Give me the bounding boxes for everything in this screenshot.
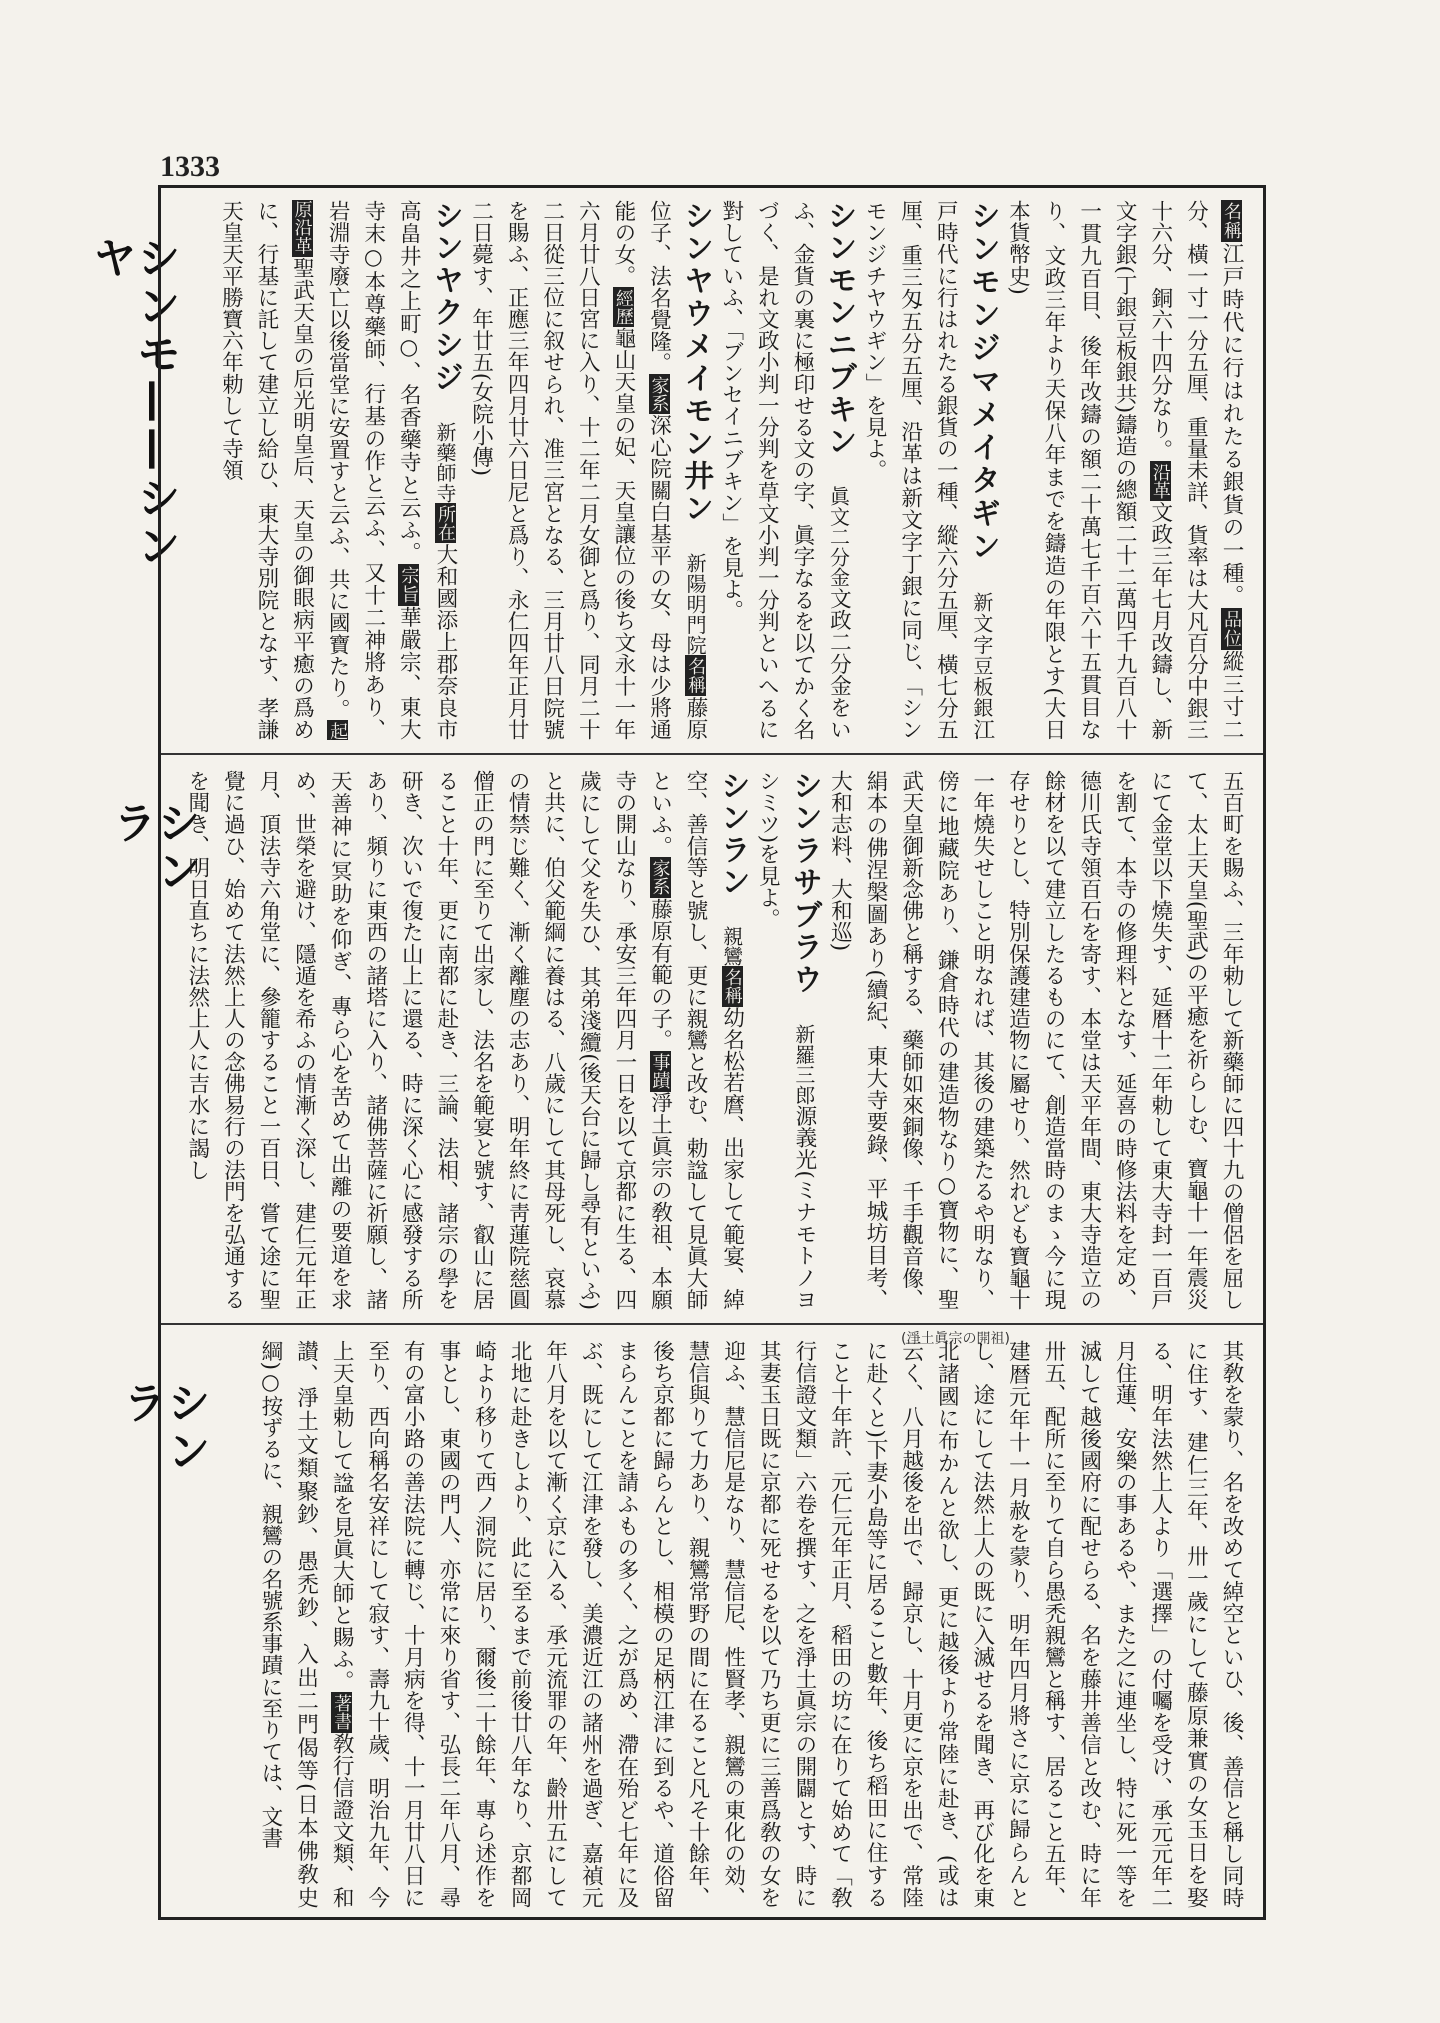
entry-text: 文政三年七月改鑄し、新文字銀(丁銀豆板銀共)鑄造の總額二十二萬四千九百八十一貫九百目、後年改鑄の額二十萬七千百六十五貫目なり、文政三年より天保八年までを鑄造の年限とす(大日本貨幣史) xyxy=(1005,200,1173,740)
label-tag: 事蹟 xyxy=(649,1053,671,1090)
entry-shinra-saburo xyxy=(750,770,822,1310)
running-head-middle: シンラ xyxy=(105,800,200,896)
entry-heading: シンヤクシジ xyxy=(427,200,463,394)
page-frame xyxy=(158,185,1266,1920)
entry-kanji-heading: 親鸞 xyxy=(719,926,744,967)
label-tag: 起原沿革 xyxy=(291,200,349,740)
entry-heading: シンモンニブキン xyxy=(821,200,857,459)
label-tag: 家系 xyxy=(649,859,671,897)
label-tag: 家系 xyxy=(648,375,670,413)
caption-text: (淨土眞宗の開祖) xyxy=(901,1331,1010,1347)
running-head-bottom: シンラ xyxy=(115,1380,210,1476)
tier-middle xyxy=(175,770,1249,1310)
label-tag: 名稱 xyxy=(721,968,743,1005)
entry-shinran xyxy=(179,770,750,1310)
entry-shinran-continued xyxy=(252,1340,1249,1908)
label-tag: 宗旨 xyxy=(398,565,420,604)
entry-shinmon-nibukin xyxy=(713,200,856,740)
tier-top xyxy=(175,200,1249,740)
entry-text: 敎行信證文類、和讃、淨土文類聚鈔、愚禿鈔、入出二門偈等(日本佛敎史綱)○按ずるに、親鸞の名號系事蹟に至りては、文書 xyxy=(257,1340,355,1908)
tier-divider xyxy=(161,753,1263,755)
entry-shinyakushiji xyxy=(213,200,463,740)
entry-kanji-heading: 新陽明門院 xyxy=(683,552,708,656)
entry-heading: シンヤウメイモン井ン xyxy=(678,200,714,525)
entry-heading: シンモンジマメイタギン xyxy=(964,200,1000,564)
label-tag: 品位 xyxy=(1221,609,1242,648)
tier-divider xyxy=(161,1323,1263,1325)
label-tag: 名稱 xyxy=(1221,202,1242,241)
entry-text: 藤原有範の子。 xyxy=(647,898,673,1052)
entry-text: 五百町を賜ふ、三年勅して新藥師に四十九の僧侶を屈して、太上天皇(聖武)の平癒を祈らしむ、寶龜十一年震災にて金堂以下燒失す、延暦十二年勅して東大寺封一百戸を割て、本寺の修理料となす、延喜の時修法料を定め、德川氏寺領百石を寄す、本堂は天平年間、東大寺造立の餘材を以て建立したるものにて、創造當時のまゝ今に現存せりとし、特別保護建造物に屬せり、然れども寶龜十一年燒失せしこと明なれば、其後の建築たるや明なり、傍に地藏院あり、鎌倉時代の建造物なり○寶物に、聖武天皇御新念佛と稱する、藥師如來銅像、千手觀音像、絹本の佛涅槃圖あり(續紀、東大寺要錄、平城坊目考、大和志料、大和巡) xyxy=(827,770,1244,1310)
entry-shinmonji-mameitagin xyxy=(856,200,999,740)
entry-text: 藤原位子、法名覺隆。 xyxy=(646,200,709,740)
page-number: 1333 xyxy=(160,150,220,183)
entry-text: 深心院關白基平の女、母は少將通能の女。 xyxy=(610,200,672,740)
entry-text: 江戸時代に行はれたる銀貨の一種、縱六分五厘、橫七分五厘、重三匁五分五厘、沿革は新文字丁銀に同じ、「シンモンジチヤウギン」を見よ。 xyxy=(862,200,995,740)
entry-text: 源義光(ミナモトノヨシミツ)を見よ。 xyxy=(755,770,817,1310)
entry-shinyomeimonin xyxy=(463,200,713,740)
entry-text: 華嚴宗、東大寺末○本尊藥師、行基の作と云ふ、又十二神將あり、岩淵寺廢亡以後當堂に安置すと云ふ、共に國寶たり。 xyxy=(325,200,422,740)
label-tag: 沿革 xyxy=(1149,462,1171,500)
entry-text: 大和國添上郡奈良市高畠井之上町○、名香藥寺と云ふ。 xyxy=(396,200,458,740)
label-tag: 著書 xyxy=(331,1693,353,1731)
entry-kanji-heading: 眞文二分金 xyxy=(826,486,851,588)
label-tag: 經歷 xyxy=(612,288,634,326)
entry-text: 江戸時代に行はれたる銀貨の一種。 xyxy=(1219,242,1244,608)
entry-text: 幼名松若麿、出家して範宴、綽空、善信等と號し、更に親鸞と改む、勅諡して見眞大師といふ。 xyxy=(647,770,745,1310)
label-tag: 名稱 xyxy=(685,657,707,695)
entry-text: 聖武天皇の后光明皇后、天皇の御眼病平癒の爲めに、行基に託して建立し給ひ、東大寺別院となす、孝謙天皇天平勝寶六年勅して寺領 xyxy=(218,200,315,740)
entry-kanji-heading: 新羅三郎 xyxy=(791,1023,816,1105)
entry-kanji-heading: 新藥師寺 xyxy=(432,421,457,503)
entry-text: 文政二分金をいふ、金貨の裏に極印せる文の字、眞字なるを以てかく名づく、是れ文政小判一分判を草文小判一分判といへるに對していふ、「ブンセイニブキン」を見よ。 xyxy=(718,200,852,740)
entry-text: 縱三寸二分、橫一寸一分五厘、重量未詳、貨率は大凡百分中銀三十六分、銅六十四分なり。 xyxy=(1147,200,1244,740)
entry-text: 其敎を蒙り、名を改めて綽空といひ、後、善信と稱し同時に住す、建仁三年、卅一歲にして藤原兼實の女玉日を娶る、明年法然上人より「選擇」の付囑を受け、承元元年二月住蓮、安樂の事あるや、また之に連坐し、特に死一等を滅して越後國府に配せらる、名を藤井善信と改む、時に年卅五、配所に至りて自ら愚禿親鸞と稱す、居ること五年、建暦元年十一月赦を蒙り、明年四月將さに京に歸らんとし、途にして法然上人の既に入滅せるを聞き、再び化を東北諸國に布かんと欲し、更に越後より常陸に赴き、(或は云く、八月越後を出で、歸京し、十月更に京を出で、常陸に赴くと)下妻小島等に居ること數年、後ち稻田に住すること十年許、元仁元年正月、稻田の坊に在りて始めて「敎行信證文類」六卷を撰す、之を淨土眞宗の開闢とす、時に其妻玉日既に京都に死せるを以て乃ち更に三善爲敎の女を迎ふ、慧信尼是なり、慧信尼、性賢孝、親鸞の東化の効、慧信與りて力あり、親鸞常野の間に在ること凡そ十餘年、後ち京都に歸らんとし、相模の足柄江津に到るや、道俗留まらんことを請ふもの多く、之が爲め、滯在殆ど七年に及ぶ、既にして江津を發し、美濃近江の諸州を過ぎ、嘉禎元年八月を以て漸く京に入る、承元流罪の年、齡卅五にして北地に赴きしより、此に至るまで前後廿八年なり、京都岡崎より移りて西ノ洞院に居り、爾後二十餘年、專ら述作を事とし、東國の門人、亦常に來り省す、弘長二年八月、尋有の富小路の善法院に轉じ、十月病を得、十一月廿八日に至り、西向稱名安祥にして寂す、壽九十歲、明治九年、今上天皇勅して諡を見眞大師と賜ふ。 xyxy=(329,1340,1244,1908)
label-tag: 所在 xyxy=(434,504,456,542)
entry-kanji-heading: 新文字豆板銀 xyxy=(969,591,994,719)
entry-text: 龜山天皇の妃、天皇讓位の後ち文永十一年六月廿八日宮に入り、十二年二月女御と爲り、同月二十二日從三位に叙せられ、准三宮となる、三月廿八日院號を賜ふ、正應三年四月廿六日尼と爲り、永仁四年正月廿二日薨す、年廿五(女院小傳) xyxy=(468,200,636,740)
entry-shinyakushiji-continued xyxy=(822,770,1249,1310)
tier-bottom xyxy=(175,1340,1249,1908)
entry-shinmonji-chogin-continued xyxy=(1000,200,1249,740)
entry-text: 淨土眞宗の敎祖、本願寺の開山なり、承安三年四月一日を以て京都に生る、四歲にして父を失ひ、其弟淺纜(後天台に歸し尋有といふ)と共に、伯父範綱に養はる、八歲にして其母死し、哀慕の情禁じ難く、漸く離塵の志あり、明年終に靑蓮院慈圓僧正の門に至りて出家し、法名を範宴と號す、叡山に居ること十年、更に南都に赴き、三論、法相、諸宗の學を研き、次いで復た山上に還る、時に深く心に感發する所あり、頻りに東西の諸塔に入り、諸佛菩薩に祈願し、諸天善神に冥助を仰ぎ、專ら心を苦めて出離の要道を求め、世榮を避け、隱遁を希ふの情漸く深し、建仁元年正月、頂法寺六角堂に、參籠すること一百日、嘗て途に聖覺に過ひ、始めて法然上人の念佛易行の法門を弘通するを聞き、明日直ちに法然上人に吉水に謁し xyxy=(184,770,673,1310)
entry-heading: シンラン xyxy=(714,770,750,899)
entry-heading: シンラサブラウ xyxy=(786,770,822,996)
running-head-range: シンモ——シンヤ xyxy=(85,235,180,571)
